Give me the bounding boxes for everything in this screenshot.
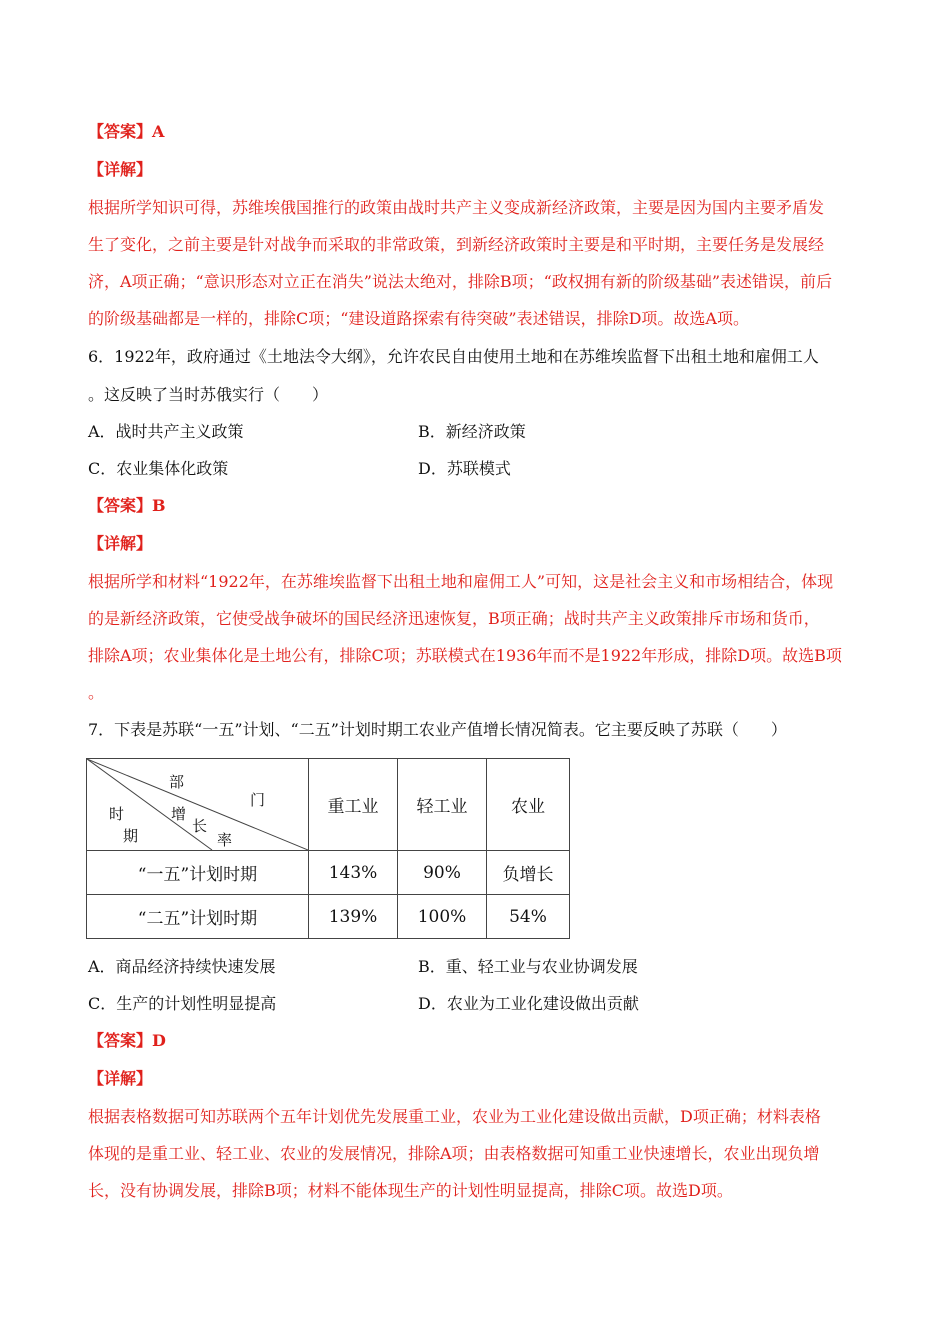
q6-option-a: A．战时共产主义政策 (88, 422, 244, 441)
q7-growth-table (86, 758, 570, 939)
table-row (87, 895, 570, 939)
q7-answer-tag: 【答案】D (88, 1031, 166, 1050)
corner-label-zeng: 增 (171, 805, 187, 823)
q7-option-c: C．生产的计划性明显提高 (88, 994, 277, 1013)
q7-explanation-line: 根据表格数据可知苏联两个五年计划优先发展重工业，农业为工业化建设做出贡献，D项正确；材料表格 (88, 1107, 821, 1126)
table-header-light-industry: 轻工业 (398, 759, 487, 851)
q5-explanation (88, 189, 863, 337)
table-cell: 90% (398, 851, 487, 895)
q6-detail-tag: 【详解】 (88, 534, 153, 553)
q6-answer-tag: 【答案】B (88, 496, 166, 515)
q6-explanation-line: 的是新经济政策，它使受战争破坏的国民经济迅速恢复，B项正确；战时共产主义政策排斥市场和货币， (88, 609, 820, 628)
q6-stem-line2: 。这反映了当时苏俄实行（ ） (88, 385, 329, 404)
corner-label-bu: 部 (169, 773, 185, 791)
table-cell: 143% (309, 851, 398, 895)
q6-stem-line1: 6．1922年，政府通过《土地法令大纲》，允许农民自由使用土地和在苏维埃监督下出租土地和雇佣工人 (88, 347, 819, 366)
q5-detail-tag: 【详解】 (88, 160, 153, 179)
table-cell: 54% (487, 895, 570, 939)
q7-option-b: B．重、轻工业与农业协调发展 (418, 957, 638, 976)
table-corner-header (87, 759, 309, 851)
q5-explanation-line: 济，A项正确；“意识形态对立正在消失”说法太绝对，排除B项；“政权拥有新的阶级基础”表述错误，前后 (88, 272, 833, 291)
q5-explanation-line: 生了变化，之前主要是针对战争而采取的非常政策，到新经济政策时主要是和平时期，主要任务是发展经 (88, 235, 825, 254)
q6-option-b: B．新经济政策 (418, 422, 526, 441)
q7-detail-tag: 【详解】 (88, 1069, 153, 1088)
q6-explanation-line: 。 (88, 683, 105, 702)
q7-explanation (88, 1098, 863, 1209)
q6-option-d: D．苏联模式 (418, 459, 511, 478)
q7-stem: 7．下表是苏联“一五”计划、“二五”计划时期工农业产值增长情况简表。它主要反映了苏联（ ） (88, 720, 787, 739)
q5-explanation-line: 的阶级基础都是一样的，排除C项；“建设道路探索有待突破”表述错误，排除D项。故选A项。 (88, 309, 749, 328)
q6-explanation (88, 563, 863, 711)
corner-label-zhang: 长 (192, 817, 208, 835)
q7-option-d: D．农业为工业化建设做出贡献 (418, 994, 639, 1013)
corner-label-men: 门 (250, 791, 266, 809)
q7-explanation-line: 长，没有协调发展，排除B项；材料不能体现生产的计划性明显提高，排除C项。故选D项。 (88, 1181, 733, 1200)
corner-label-lv: 率 (217, 831, 233, 849)
table-cell: 负增长 (487, 851, 570, 895)
table-header-heavy-industry: 重工业 (309, 759, 398, 851)
table-row-label: “一五”计划时期 (87, 851, 309, 895)
table-header-agriculture: 农业 (487, 759, 570, 851)
table-cell: 139% (309, 895, 398, 939)
table-cell: 100% (398, 895, 487, 939)
q5-answer-tag: 【答案】A (88, 122, 165, 141)
corner-label-qi: 期 (123, 827, 139, 845)
corner-label-shi: 时 (109, 805, 125, 823)
table-row (87, 851, 570, 895)
q6-explanation-line: 排除A项；农业集体化是土地公有，排除C项；苏联模式在1936年而不是1922年形成，排除D项。故选B项 (88, 646, 842, 665)
q6-option-c: C．农业集体化政策 (88, 459, 229, 478)
q6-explanation-line: 根据所学和材料“1922年，在苏维埃监督下出租土地和雇佣工人”可知，这是社会主义和市场相结合，体现 (88, 572, 834, 591)
q7-option-a: A．商品经济持续快速发展 (88, 957, 276, 976)
q7-explanation-line: 体现的是重工业、轻工业、农业的发展情况，排除A项；由表格数据可知重工业快速增长，农业出现负增 (88, 1144, 820, 1163)
table-row-label: “二五”计划时期 (87, 895, 309, 939)
q5-explanation-line: 根据所学知识可得，苏维埃俄国推行的政策由战时共产主义变成新经济政策，主要是因为国内主要矛盾发 (88, 198, 825, 217)
